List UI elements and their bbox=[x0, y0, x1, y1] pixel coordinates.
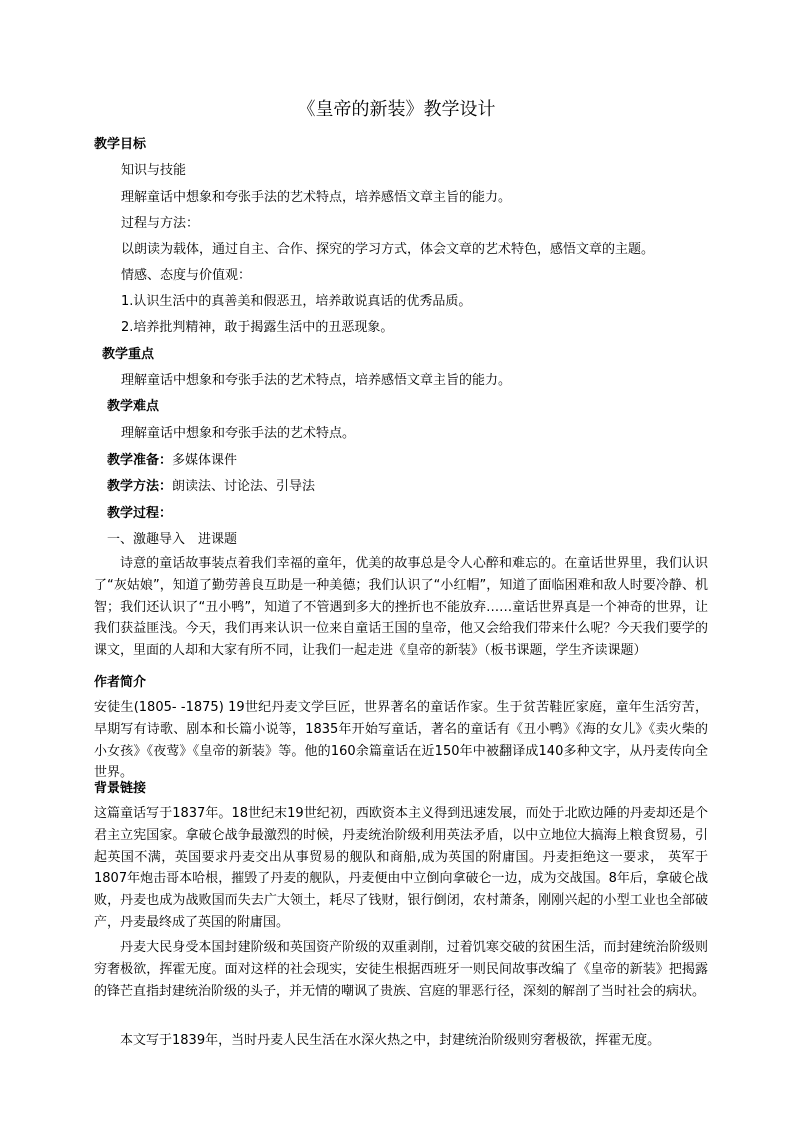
methods-label: 教学方法： bbox=[107, 479, 173, 494]
methods-value: 朗读法、讨论法、引导法 bbox=[172, 479, 316, 494]
heading-author: 作者简介 bbox=[94, 675, 147, 690]
methods-line bbox=[107, 477, 315, 497]
heading-background: 背景链接 bbox=[94, 781, 147, 796]
background-paragraph-2: 丹麦大民身受本国封建阶级和英国资产阶级的双重剥削，过着饥寒交破的贫困生活，而封建统治阶级则穷奢极欲，挥霍无度。面对这样的社会现实，安徒生根据西班牙一则民间故事改编了《皇帝的新装》把揭露的锋芒直指封建统治阶级的头子，并无情的嘲讽了贵族、宫庭的罪恶行径，深刻的解剖了当时社会的病状。 bbox=[94, 940, 708, 999]
knowledge-skills-label: 知识与技能 bbox=[121, 163, 187, 178]
process-method-text: 以朗读为载体，通过自主、合作、探究的学习方式，体会文章的艺术特色，感悟文章的主题。 bbox=[121, 242, 655, 257]
preparation-label: 教学准备： bbox=[107, 453, 173, 468]
knowledge-skills-text: 理解童话中想象和夸张手法的艺术特点，培养感悟文章主旨的能力。 bbox=[121, 190, 512, 205]
process-step-1: 一、激趣导入 进课题 bbox=[107, 532, 238, 547]
document-title: 《皇帝的新装》教学设计 bbox=[297, 99, 496, 120]
background-paragraph-1: 这篇童话写于1837年。18世纪末19世纪初，西欧资本主义得到迅速发展，而处于北欧边陲的丹麦却还是个君主立宪国家。拿破仑战争最激烈的时候，丹麦统治阶级利用英法矛盾，以中立地位大搞海上粮食贸易，引起英国不满，英国要求丹麦交出从事贸易的舰队和商船,成为英国的附庸国。丹麦拒绝这一要求， 英军于1807年炮击哥本哈根，摧毁了丹麦的舰队，丹麦便由中立倒向拿破仑一边，成为交战国。8年后，拿破仑战败，丹麦也成为战败国而失去广大领土，耗尽了钱财，银行倒闭，农村萧条，刚刚兴起的小型工业也全部破产，丹麦最终成了英国的附庸国。 bbox=[94, 806, 708, 930]
difficulties-text: 理解童话中想象和夸张手法的艺术特点。 bbox=[121, 426, 356, 441]
heading-teaching-goals: 教学目标 bbox=[94, 137, 147, 152]
emotion-values-label: 情感、态度与价值观： bbox=[121, 268, 252, 283]
background-paragraph-3: 本文写于1839年，当时丹麦人民生活在水深火热之中，封建统治阶级则穷奢极欲，挥霍无度。 bbox=[120, 1033, 661, 1048]
intro-paragraph: 诗意的童话故事装点着我们幸福的童年，优美的故事总是令人心醉和难忘的。在童话世界里，我们认识了“灰姑娘”，知道了勤劳善良互助是一种美德；我们认识了“小红帽”，知道了面临困难和敌人时要冷静、机智；我们还认识了“丑小鸭”，知道了不管遇到多大的挫折也不能放弃……童话世界真是一个神奇的世界，让我们获益匪浅。今天，我们再来认识一位来自童话王国的皇帝，他又会给我们带来什么呢？今天我们要学的课文，里面的人却和大家有所不同，让我们一起走进《皇帝的新装》（板书课题，学生齐读课题） bbox=[94, 556, 708, 659]
author-paragraph: 安徒生(1805- -1875) 19世纪丹麦文学巨匠，世界著名的童话作家。生于贫苦鞋匠家庭，童年生活穷苦，早期写有诗歌、剧本和长篇小说等，1835年开始写童话，著名的童话有《丑小鸭》《海的女儿》《卖火柴的小女孩》《夜莺》《皇帝的新装》等。他的160余篇童话在近150年中被翻译成140多种文字，从丹麦传向全世界。 bbox=[94, 700, 708, 781]
heading-key-points: 教学重点 bbox=[102, 347, 155, 362]
preparation-value: 多媒体课件 bbox=[172, 453, 238, 468]
heading-teaching-process: 教学过程： bbox=[107, 506, 173, 521]
emotion-item-2: 2.培养批判精神，敢于揭露生活中的丑恶现象。 bbox=[121, 320, 394, 335]
process-method-label: 过程与方法： bbox=[121, 216, 200, 231]
key-points-text: 理解童话中想象和夸张手法的艺术特点，培养感悟文章主旨的能力。 bbox=[121, 373, 512, 388]
heading-difficulties: 教学难点 bbox=[107, 399, 160, 414]
preparation-line bbox=[107, 451, 237, 471]
emotion-item-1: 1.认识生活中的真善美和假恶丑，培养敢说真话的优秀品质。 bbox=[121, 294, 472, 309]
